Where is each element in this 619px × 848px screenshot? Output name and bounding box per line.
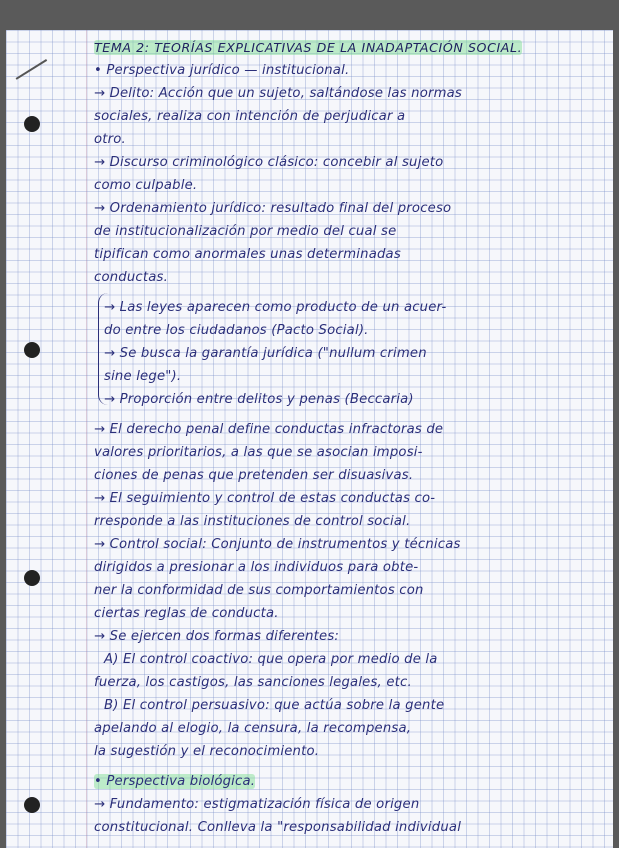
note-line: do entre los ciudadanos (Pacto Social). — [104, 323, 369, 338]
note-line: → El derecho penal define conductas infractoras de — [94, 422, 444, 437]
note-line: tipifican como anormales unas determinadas — [94, 247, 401, 262]
note-line: A) El control coactivo: que opera por medio de la — [104, 652, 438, 667]
note-line: ner la conformidad de sus comportamientos con — [94, 583, 424, 598]
note-line: ciertas reglas de conducta. — [94, 606, 279, 621]
note-line: dirigidos a presionar a los individuos para obte- — [94, 560, 419, 575]
note-heading: • Perspectiva jurídico — institucional. — [94, 63, 350, 78]
note-line: la sugestión y el reconocimiento. — [94, 744, 320, 759]
note-line: sociales, realiza con intención de perjudicar a — [94, 109, 406, 124]
note-line: otro. — [94, 132, 126, 147]
note-line: constitucional. Conlleva la "responsabilidad individual — [94, 820, 462, 835]
note-line: → Ordenamiento jurídico: resultado final del proceso — [94, 201, 452, 216]
note-line: como culpable. — [94, 178, 198, 193]
binder-hole-icon — [24, 570, 40, 586]
note-line: → Proporción entre delitos y penas (Beccaria) — [104, 392, 414, 407]
note-line: → Control social: Conjunto de instrumentos y técnicas — [94, 537, 461, 552]
note-title: TEMA 2: TEORÍAS EXPLICATIVAS DE LA INADAPTACIÓN SOCIAL. — [94, 40, 523, 55]
margin-line — [86, 30, 87, 848]
note-line: fuerza, los castigos, las sanciones legales, etc. — [94, 675, 412, 690]
note-line: apelando al elogio, la censura, la recompensa, — [94, 721, 412, 736]
note-line: rresponde a las instituciones de control social. — [94, 514, 411, 529]
note-line: → Delito: Acción que un sujeto, saltándose las normas — [94, 86, 462, 101]
note-line: B) El control persuasivo: que actúa sobre la gente — [104, 698, 445, 713]
note-line: → Fundamento: estigmatización física de origen — [94, 797, 420, 812]
note-line: → Se busca la garantía jurídica ("nullum crimen — [104, 346, 427, 361]
corner-mark — [16, 59, 47, 79]
note-line: conductas. — [94, 270, 168, 285]
note-line: → Se ejercen dos formas diferentes: — [94, 629, 340, 644]
notebook-page — [6, 30, 613, 848]
binder-hole-icon — [24, 797, 40, 813]
binder-hole-icon — [24, 116, 40, 132]
note-line: ciones de penas que pretenden ser disuasivas. — [94, 468, 414, 483]
note-line: sine lege"). — [104, 369, 182, 384]
note-line: valores prioritarios, a las que se asocian imposi- — [94, 445, 423, 460]
note-heading: • Perspectiva biológica. — [94, 774, 256, 789]
note-line: → Discurso criminológico clásico: concebir al sujeto — [94, 155, 444, 170]
binder-hole-icon — [24, 342, 40, 358]
note-line: de institucionalización por medio del cual se — [94, 224, 397, 239]
note-line: → Las leyes aparecen como producto de un acuer- — [104, 300, 447, 315]
note-line: → El seguimiento y control de estas conductas co- — [94, 491, 436, 506]
